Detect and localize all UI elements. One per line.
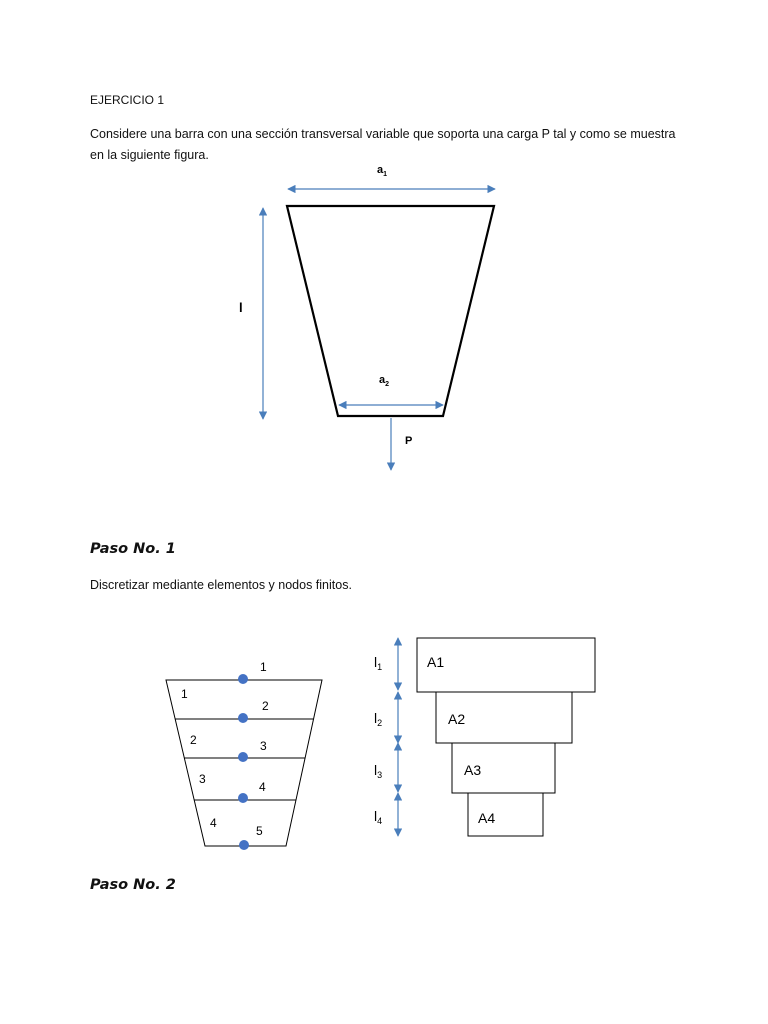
area-label: A2 xyxy=(448,711,466,727)
discretized-bar-figure xyxy=(166,660,322,850)
area-label: A4 xyxy=(478,810,496,826)
area-label: A3 xyxy=(464,762,482,778)
node-label: 5 xyxy=(256,824,263,838)
node-dot xyxy=(238,752,248,762)
statement-line-1: Considere una barra con una sección transversal variable que soporta una carga P tal y como se muestra xyxy=(90,127,676,141)
node-label: 1 xyxy=(260,660,267,674)
statement-line-2: en la siguiente figura. xyxy=(90,148,209,162)
step-2-heading: Paso No. 2 xyxy=(90,877,176,893)
segment-length-label: $l_1$ xyxy=(374,654,383,672)
tapered-bar-outline xyxy=(287,206,494,416)
discretized-bar-outline xyxy=(166,680,322,846)
step-1-heading: Paso No. 1 xyxy=(90,541,176,557)
length-label: l xyxy=(239,300,243,315)
stepped-bar-figure xyxy=(374,638,595,836)
element-label: 3 xyxy=(199,772,206,786)
segment-length-label: $l_2$ xyxy=(374,710,383,728)
tapered-bar-figure xyxy=(239,164,495,470)
segment-length-label: $l_3$ xyxy=(374,762,383,780)
exercise-title: EJERCICIO 1 xyxy=(90,93,165,107)
step-1-description: Discretizar mediante elementos y nodos finitos. xyxy=(90,578,352,592)
segment-length-label: $l_4$ xyxy=(374,808,383,826)
element-label: 4 xyxy=(210,816,217,830)
area-label: A1 xyxy=(427,654,445,670)
element-label: 1 xyxy=(181,687,188,701)
bottom-width-label: $a_2$ xyxy=(379,374,390,388)
node-label: 4 xyxy=(259,780,266,794)
node-label: 3 xyxy=(260,739,267,753)
element-label: 2 xyxy=(190,733,197,747)
node-dot xyxy=(238,674,248,684)
node-dot xyxy=(238,713,248,723)
node-dot xyxy=(239,840,249,850)
load-label: P xyxy=(405,435,413,447)
top-width-label: $a_1$ xyxy=(377,164,388,178)
node-label: 2 xyxy=(262,699,269,713)
node-dot xyxy=(238,793,248,803)
